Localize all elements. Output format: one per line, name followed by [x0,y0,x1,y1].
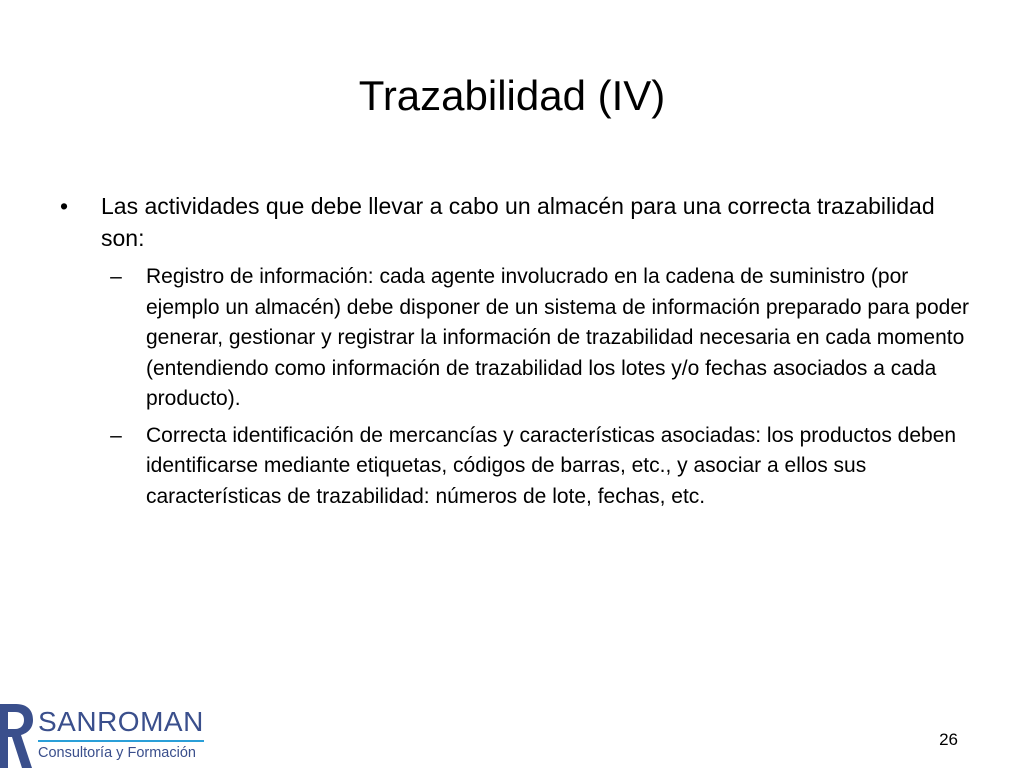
bullet-item [60,190,970,512]
sub-bullet-text: Correcta identificación de mercancías y características asociadas: los productos deben identificarse mediante etiquetas, códigos de barras, etc., y asociar a ellos sus características de trazabilidad: números de lote, fechas, etc. [146,423,957,508]
logo-tagline: Consultoría y Formación [38,745,196,761]
sub-bullet-item [101,262,970,415]
sub-bullet-marker: – [110,265,122,288]
sub-bullet-marker: – [110,423,122,447]
sub-bullet-item [101,421,970,513]
logo-r-icon [0,704,34,768]
logo-name: SANROMAN [38,706,204,737]
page-number: 26 [939,730,958,749]
sub-bullet-text: Registro de información: cada agente involucrado en la cadena de suministro (por ejemplo un almacén) debe disponer de un sistema de información preparado para poder generar, gestionar y registrar la información de trazabilidad necesaria en cada momento (entendiendo como información de trazabilidad los lotes y/o fechas asociados a cada producto). [146,265,970,410]
bullet-marker: • [60,193,69,219]
bullet-list [60,190,970,518]
bullet-text: Las actividades que debe llevar a cabo un almacén para una correcta trazabilidad son: [101,193,935,251]
sub-bullet-list [101,262,970,512]
logo-divider [38,740,204,742]
slide-title: Trazabilidad (IV) [358,72,666,119]
company-logo [0,704,206,768]
